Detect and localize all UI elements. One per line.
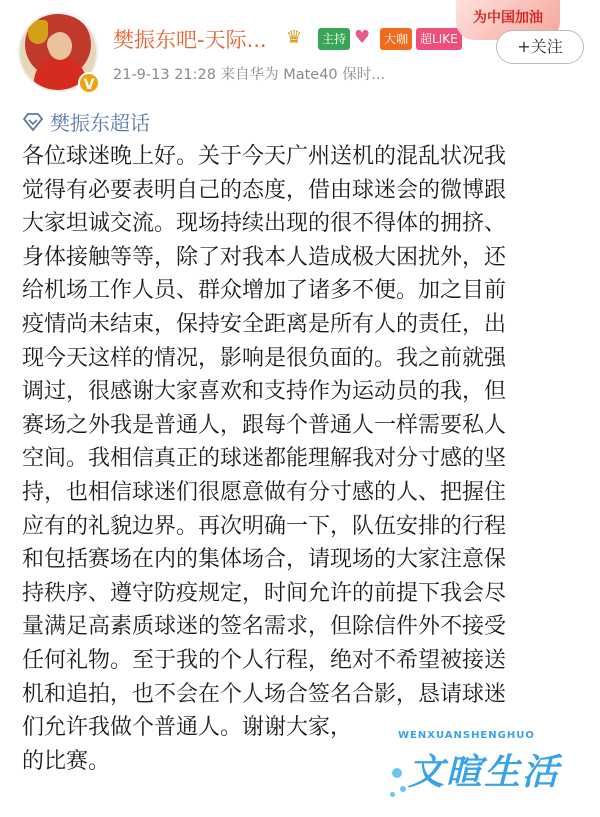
post-meta: 21-9-13 21:28 来自华为 Mate40 保时... [113,67,386,83]
big-star-badge[interactable]: 大咖 [380,28,412,50]
post-header [0,0,600,100]
post-line: 的比赛。 [22,748,111,774]
trophy-icon [28,20,48,44]
bubble-icon [400,786,406,792]
watermark-title: 文暄生活 [408,752,561,793]
post-line: 应有的礼貌边界。再次明确一下，队伍安排的行程 [22,513,507,539]
bubble-icon [390,792,395,797]
post-line: 赛场之外我是普通人，跟每个普通人一样需要私人 [22,412,507,438]
post-line: 持，也相信球迷们很愿意做有分寸感的人、把握住 [22,479,507,505]
post-line: 和包括赛场在内的集体场合，请现场的大家注意保 [22,547,507,573]
post-line: 各位球迷晚上好。关于今天广州送机的混乱状况我 [22,144,507,169]
post-line: 任何礼物。至于我的个人行程，绝对不希望被接送 [22,647,507,673]
post-line: 空间。我相信真正的球迷都能理解我对分寸感的坚 [22,446,507,472]
post-body [22,140,592,778]
topic-link[interactable] [22,107,150,136]
bubble-icon [392,768,402,778]
avatar-face [48,32,72,60]
crown-icon[interactable]: ♛ [286,27,303,48]
post-line: 给机场工作人员、群众增加了诸多不便。加之目前 [22,278,507,304]
post-line: 身体接触等等，除了对我本人造成极大困扰外，还 [22,244,507,270]
verified-badge: V [78,72,100,94]
topic-label[interactable]: 樊振东超话 [50,111,150,135]
post-line: 持秩序、遵守防疫规定，时间允许的前提下我会尽 [22,580,507,606]
super-like-badge[interactable]: 超LIKE [416,28,462,50]
post-line: 量满足高素质球迷的签名需求，但除信件外不接受 [22,614,507,640]
post-line: 觉得有必要表明自己的态度，借由球迷会的微博跟 [22,177,507,203]
post-line: 们允许我做个普通人。谢谢大家， [22,715,353,741]
diamond-topic-icon [22,112,44,132]
post-line: 机和追拍，也不会在个人场合签名合影，恳请球迷 [22,681,507,707]
promo-banner[interactable]: 为中国加油 [456,0,560,40]
post-line: 疫情尚未结束，保持安全距离是所有人的责任，出 [22,311,507,337]
follow-button[interactable]: +关注 [496,30,584,64]
watermark-logo [390,730,595,810]
post-line: 大家坦诚交流。现场持续出现的很不得体的拥挤、 [22,211,507,237]
username[interactable]: 樊振东吧-天际... [113,28,267,52]
host-badge[interactable]: 主持 [318,28,350,50]
watermark-subtitle: WENXUANSHENGHUO [398,730,535,741]
user-badges [286,28,462,50]
post-line: 调过，很感谢大家喜欢和支持作为运动员的我，但 [22,379,507,405]
heart-badge-icon[interactable]: ♥ [354,27,371,48]
post-line: 现今天这样的情况，影响是很负面的。我之前就强 [22,345,507,371]
